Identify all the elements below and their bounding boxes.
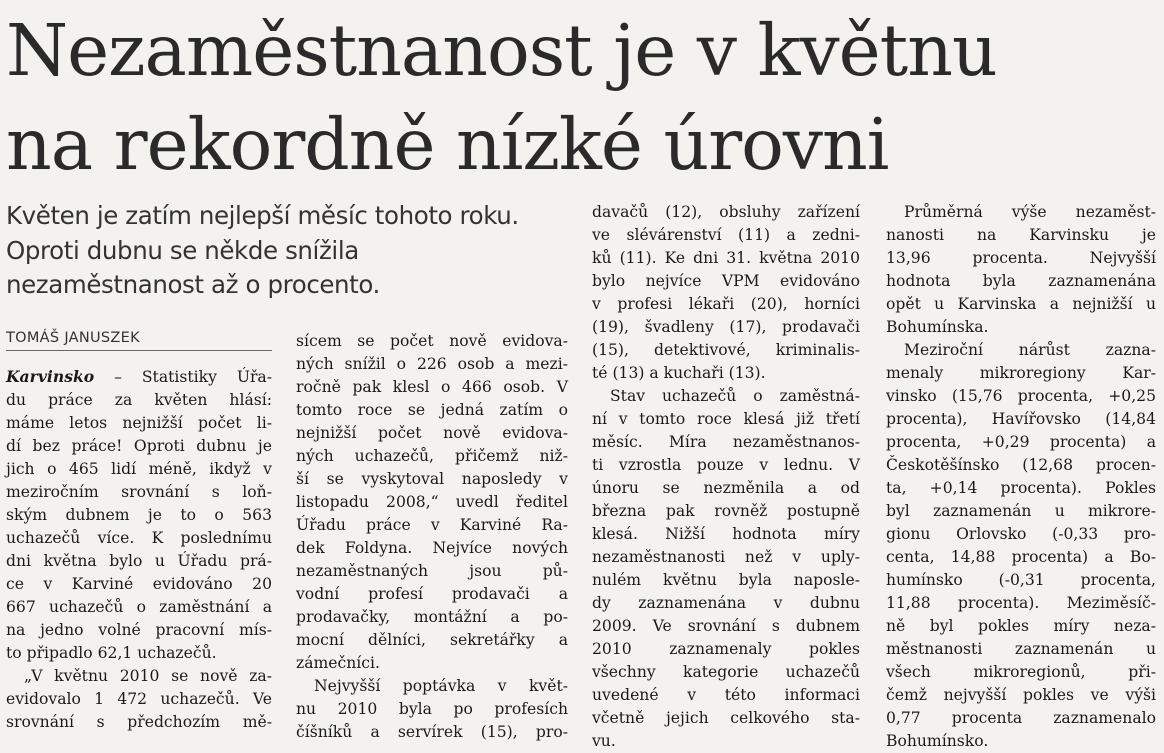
- article-line: vodní profesí prodavači a: [296, 585, 568, 603]
- article-line: ta, +0,14 procenta). Pokles: [886, 479, 1156, 497]
- article-line: klesá. Nižší hodnota míry: [592, 525, 860, 543]
- headline-line: na rekordně nízké úrovni: [6, 103, 889, 186]
- article-line: ků (11). Ke dni 31. května 2010: [592, 249, 860, 267]
- perex-line: Oproti dubnu se někde snížila: [6, 235, 359, 265]
- article-line: procenta, +0,29 procenta) a: [886, 433, 1156, 451]
- article-line: bylo nejvíce VPM evidováno: [592, 272, 860, 290]
- article-line: 667 uchazečů o zaměstnání a: [6, 598, 272, 616]
- article-line: Meziroční nárůst zazna-: [904, 341, 1156, 359]
- article-line: v profesi lékaři (20), horníci: [592, 295, 860, 313]
- article-line: číšníků a servírek (15), pro-: [296, 723, 568, 741]
- article-line: 13,96 procenta. Nejvyšší: [886, 249, 1156, 267]
- article-line: nanosti na Karvinsku je: [886, 226, 1156, 244]
- article-line: uvedené v této informaci: [592, 686, 860, 704]
- article-line: ským dubnem je to o 563: [6, 506, 272, 524]
- article-line: ší se vyskytoval naposledy v: [296, 470, 568, 488]
- article-line: 0,77 procenta zaznamenalo: [886, 709, 1156, 727]
- article-line: Nejvyšší poptávka v květ-: [314, 677, 568, 695]
- article-column-3: [592, 201, 860, 753]
- article-line: mocní dělníci, sekretářky a: [296, 631, 568, 649]
- article-line: to připadlo 62,1 uchazečů.: [6, 644, 217, 662]
- perex-line: Květen je zatím nejlepší měsíc tohoto roku.: [6, 201, 519, 230]
- place-name: Karvinsko: [6, 367, 95, 386]
- article-line: Bohumínska.: [886, 318, 989, 336]
- author-byline: TOMÁŠ JANUSZEK: [6, 330, 272, 351]
- article-line: du práce za květen hlásí:: [6, 391, 272, 409]
- article-line: davačů (12), obsluhy zařízení: [592, 203, 860, 221]
- perex: [6, 199, 581, 303]
- article-line: 11,88 procenta). Meziměsíč-: [886, 594, 1156, 612]
- article-line: ce v Karviné evidováno 20: [6, 575, 272, 593]
- article-line: hodnota byla zaznamenána: [886, 272, 1156, 290]
- article-line: ných uchazečů, přičemž niž-: [296, 447, 568, 465]
- article-line: procenta), Havířovsko (14,84: [886, 410, 1156, 428]
- article-line: listopadu 2008,“ uvedl ředitel: [296, 493, 568, 511]
- article-line: únoru se nezměnila a od: [592, 479, 860, 497]
- article-line: dni května bylo u Úřadu prá-: [6, 552, 272, 570]
- article-line: ve slévárenství (11) a zedni-: [592, 226, 860, 244]
- article-line: všech mikroregionů, při-: [886, 663, 1156, 681]
- article-line: čemž nejvyšší pokles ve výši: [886, 686, 1156, 704]
- article-line: meziročním srovnání s loň-: [6, 483, 272, 501]
- headline-line: Nezaměstnanost je v květnu: [6, 9, 997, 92]
- article-line: nejnižší počet nově evidova-: [296, 424, 568, 442]
- article-line: (15), detektivové, kriminalis-: [592, 341, 860, 359]
- article-line: nezaměstnanosti než v uply-: [592, 548, 860, 566]
- article-line: Úřadu práce v Karviné Ra-: [296, 516, 568, 534]
- article-line: včetně jejich celkového sta-: [592, 709, 860, 727]
- article-line: dy zaznamenána v dubnu: [592, 594, 860, 612]
- article-line: humínsko (-0,31 procenta,: [886, 571, 1156, 589]
- article-line: vu.: [592, 732, 616, 750]
- article-line: 2009. Ve srovnání s dubnem: [592, 617, 860, 635]
- article-line: vinsko (15,76 procenta, +0,25: [886, 387, 1156, 405]
- article-line: uchazečů více. K poslednímu: [6, 529, 272, 547]
- article-line: nulém květnu byla naposle-: [592, 571, 860, 589]
- article-column-4: [886, 201, 1156, 753]
- article-line: tomto roce se jedná zatím o: [296, 401, 568, 419]
- perex-line: nezaměstnanost až o procento.: [6, 270, 380, 299]
- article-line: jich o 465 lidí méně, ikdyž v: [6, 460, 272, 478]
- article-line: ročně pak klesl o 466 osob. V: [296, 378, 568, 396]
- article-line: máme letos nejnižší počet li-: [6, 414, 272, 432]
- article-line: ti vzrostla pouze v lednu. V: [592, 456, 860, 474]
- article-line: ných snížil o 226 osob a mezi-: [296, 355, 568, 373]
- article-line: dí bez práce! Oproti dubnu je: [6, 437, 272, 455]
- article-line: nu 2010 byla po profesích: [296, 700, 568, 718]
- article-line: byl zaznamenán u mikrore-: [886, 502, 1156, 520]
- article-line: opět u Karvinska a nejnižší u: [886, 295, 1156, 313]
- article-line: menaly mikroregiony Kar-: [886, 364, 1156, 382]
- article-line: zámečníci.: [296, 654, 380, 672]
- article-line: evidovalo 1 472 uchazečů. Ve: [6, 690, 272, 708]
- article-line: Stav uchazečů o zaměstná-: [610, 387, 860, 405]
- article-column-1: [6, 365, 272, 734]
- article-line: ní v tomto roce klesá již třetí: [592, 410, 860, 428]
- article-line: všechny kategorie uchazečů: [592, 663, 860, 681]
- article-line: sícem se počet nově evidova-: [296, 332, 568, 350]
- article-line: prodavačky, montážní a po-: [296, 608, 568, 626]
- article-line: dek Foldyna. Nejvíce nových: [296, 539, 568, 557]
- article-line: 2010 zaznamenaly pokles: [592, 640, 860, 658]
- article-line: Průměrná výše nezaměst-: [904, 203, 1156, 221]
- article-line: [6, 365, 272, 389]
- article-line: měsíc. Míra nezaměstnanos-: [592, 433, 860, 451]
- article-line: „V květnu 2010 se nově za-: [24, 667, 272, 685]
- article-column-2: [296, 330, 568, 744]
- article-line: té (13) a kuchaři (13).: [592, 364, 766, 382]
- article-text: – Statistiky Úřa-: [94, 368, 272, 386]
- article-line: městnanosti zaznamenán u: [886, 640, 1156, 658]
- article-line: (19), švadleny (17), prodavači: [592, 318, 860, 336]
- article-line: ně byl pokles míry neza-: [886, 617, 1156, 635]
- article-line: na jedno volné pracovní mís-: [6, 621, 272, 639]
- article-line: nezaměstnaných jsou pů-: [296, 562, 568, 580]
- article-line: března pak rovněž postupně: [592, 502, 860, 520]
- article-line: Českotěšínsko (12,68 procen-: [886, 456, 1156, 474]
- article-line: Bohumínsko.: [886, 732, 989, 750]
- article-line: gionu Orlovsko (-0,33 pro-: [886, 525, 1156, 543]
- headline: [6, 4, 1156, 192]
- article-line: srovnání s předchozím mě-: [6, 713, 272, 731]
- article-line: centa, 14,88 procenta) a Bo-: [886, 548, 1156, 566]
